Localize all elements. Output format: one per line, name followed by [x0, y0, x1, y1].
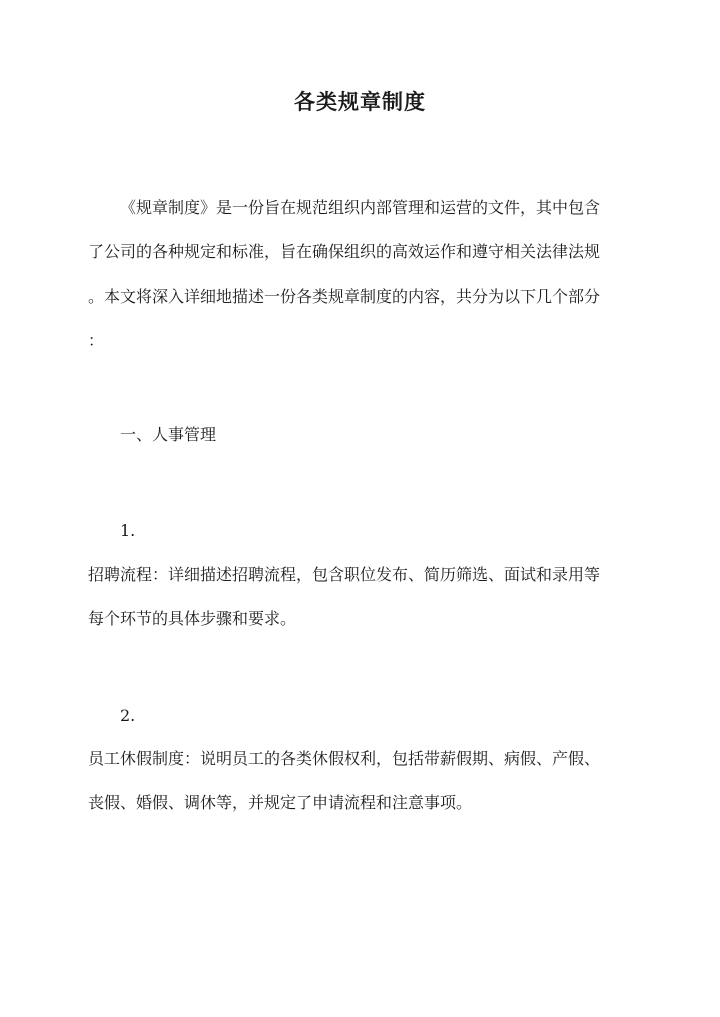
item-text-line: 员工休假制度：说明员工的各类休假权利，包括带薪假期、病假、产假、 — [88, 749, 601, 768]
section-heading: 一、人事管理 — [120, 425, 217, 444]
intro-line-1: 《规章制度》是一份旨在规范组织内部管理和运营的文件，其中包含 — [120, 198, 601, 217]
item-text-line: 丧假、婚假、调休等，并规定了申请流程和注意事项。 — [88, 793, 473, 812]
document-title: 各类规章制度 — [294, 89, 426, 114]
intro-line-3: 。本文将深入详细地描述一份各类规章制度的内容，共分为以下几个部分 — [88, 287, 601, 306]
item-number: 1. — [120, 521, 136, 540]
item-number: 2. — [120, 706, 136, 725]
intro-line-4: ： — [88, 331, 105, 350]
item-text-line: 招聘流程：详细描述招聘流程，包含职位发布、简历筛选、面试和录用等 — [88, 565, 601, 584]
item-text-line: 每个环节的具体步骤和要求。 — [88, 609, 297, 628]
intro-line-2: 了公司的各种规定和标准，旨在确保组织的高效运作和遵守相关法律法规 — [88, 242, 601, 261]
